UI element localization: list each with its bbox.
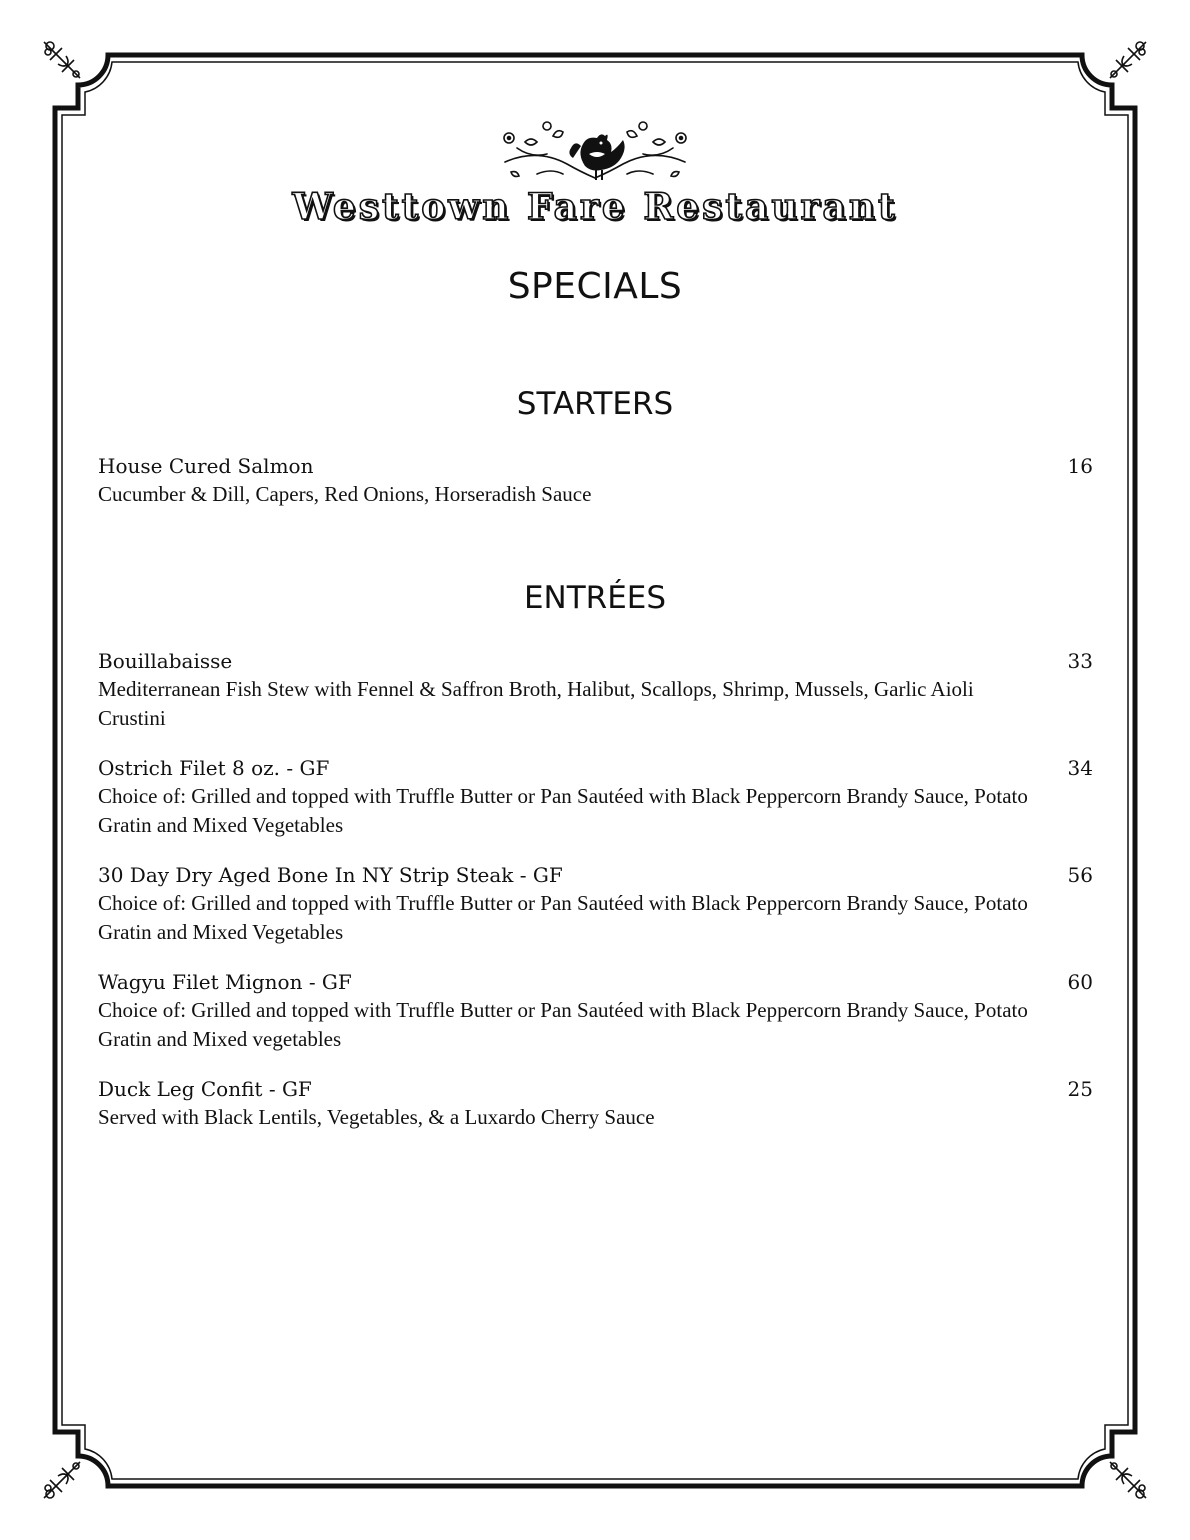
rooster-floral-icon: [497, 118, 693, 188]
page-title: SPECIALS: [507, 266, 683, 307]
floral-corner-icon: [40, 1458, 84, 1502]
section-heading-entrees: ENTRÉES: [523, 580, 667, 616]
item-description: Choice of: Grilled and topped with Truffle Butter or Pan Sautéed with Black Peppercorn Brandy Sauce, Potato Gratin and Mixed Vegetables: [98, 891, 1028, 944]
item-description: Served with Black Lentils, Vegetables, & a Luxardo Cherry Sauce: [98, 1105, 655, 1129]
section-heading-starters: STARTERS: [516, 386, 674, 422]
menu-item: [98, 754, 1093, 840]
restaurant-name: Westtown Fare Restaurant: [292, 186, 898, 228]
item-name: Bouillabaisse: [98, 649, 233, 673]
item-price: 34: [1067, 756, 1093, 780]
menu-item: [98, 968, 1093, 1054]
item-name: 30 Day Dry Aged Bone In NY Strip Steak - GF: [98, 863, 563, 887]
item-description: Mediterranean Fish Stew with Fennel & Saffron Broth, Halibut, Scallops, Shrimp, Mussels, Garlic Aioli Crustini: [98, 677, 974, 730]
floral-corner-icon: [1106, 38, 1150, 82]
menu-item: [98, 1075, 1093, 1132]
menu-item: [98, 647, 1093, 733]
item-name: Ostrich Filet 8 oz. - GF: [98, 756, 330, 780]
menu-item: [98, 861, 1093, 947]
floral-corner-icon: [1106, 1458, 1150, 1502]
item-price: 16: [1067, 454, 1093, 478]
item-description: Choice of: Grilled and topped with Truffle Butter or Pan Sautéed with Black Peppercorn Brandy Sauce, Potato Gratin and Mixed Vegetables: [98, 784, 1028, 837]
item-price: 33: [1067, 649, 1093, 673]
item-price: 25: [1067, 1077, 1093, 1101]
item-price: 60: [1067, 970, 1093, 994]
item-name: House Cured Salmon: [98, 454, 314, 478]
item-price: 56: [1067, 863, 1093, 887]
item-description: Choice of: Grilled and topped with Truffle Butter or Pan Sautéed with Black Peppercorn Brandy Sauce, Potato Gratin and Mixed vegetables: [98, 998, 1028, 1051]
item-description: Cucumber & Dill, Capers, Red Onions, Horseradish Sauce: [98, 482, 592, 506]
item-name: Wagyu Filet Mignon - GF: [98, 970, 352, 994]
item-name: Duck Leg Confit - GF: [98, 1077, 312, 1101]
menu-item: [98, 452, 1093, 509]
floral-corner-icon: [40, 38, 84, 82]
